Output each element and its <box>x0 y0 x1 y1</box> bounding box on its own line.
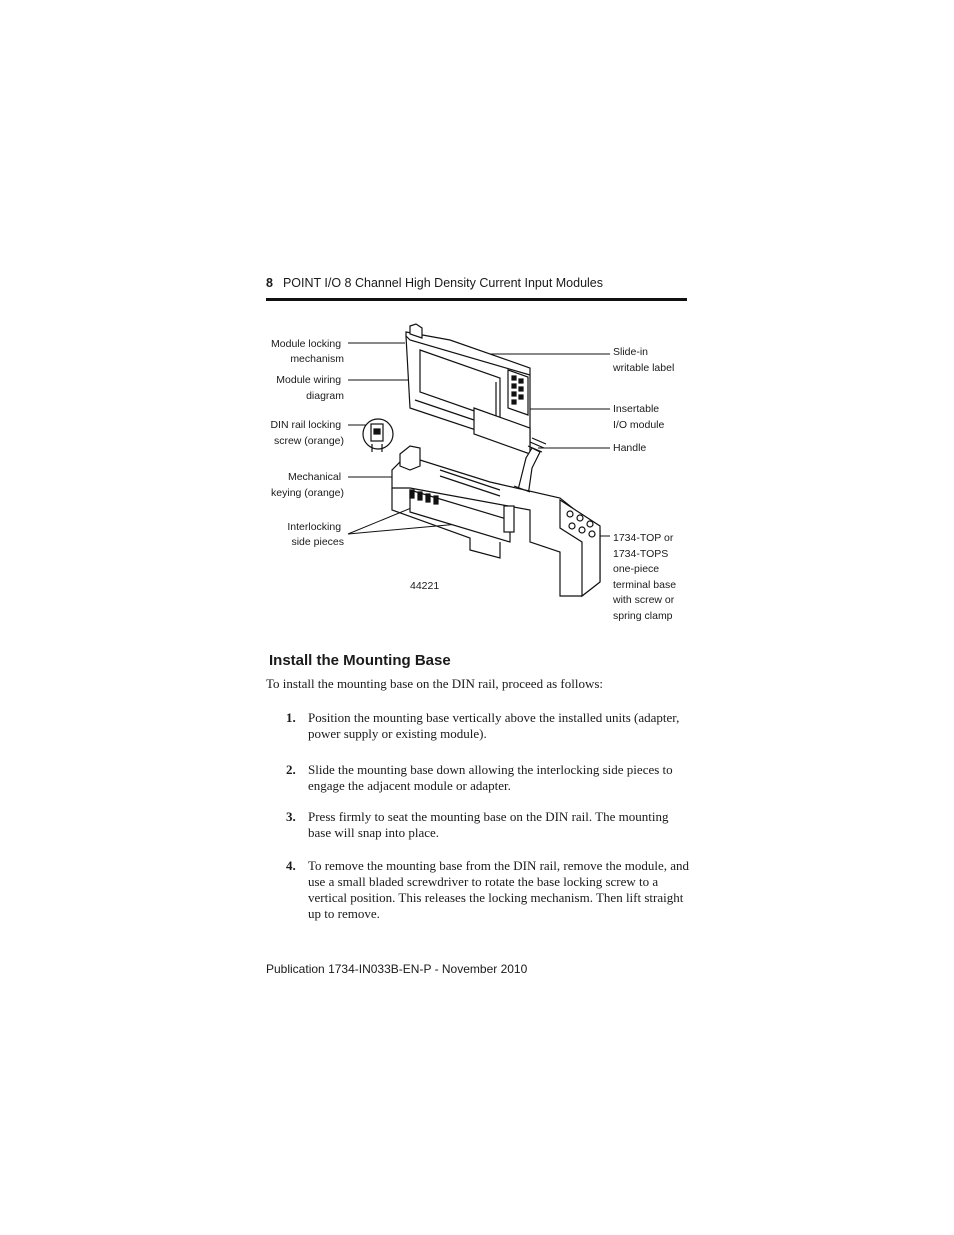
label-terminal-base: 1734-TOP or 1734-TOPS one-piece terminal base with screw or spring clamp <box>613 532 677 622</box>
label-insertable: Insertable I/O module <box>613 403 665 431</box>
din-rail-screw-illustration <box>363 419 393 452</box>
module-diagram-figure <box>260 320 690 630</box>
section-title: Install the Mounting Base <box>269 652 451 669</box>
publication-label: Publication <box>266 962 325 976</box>
step-text: Position the mounting base vertically above the installed units (adapter, power supply or existing module). <box>308 710 680 741</box>
terminal-base-illustration <box>392 446 600 596</box>
publication-id: 1734-IN033B-EN-P - November 2010 <box>328 962 528 976</box>
label-module-wiring: Module wiring diagram <box>276 374 344 402</box>
step-number: 3. <box>286 809 296 824</box>
step-text: Press firmly to seat the mounting base on the DIN rail. The mounting base will snap into place. <box>308 809 669 840</box>
page-number: 8 <box>266 276 273 290</box>
step-number: 1. <box>286 710 296 725</box>
figure-id: 44221 <box>410 580 440 592</box>
header-rule <box>266 298 687 301</box>
page-header <box>266 276 603 290</box>
footer <box>266 962 527 976</box>
step-1 <box>286 710 690 742</box>
step-2 <box>286 762 690 794</box>
label-interlocking: Interlocking side pieces <box>287 521 344 548</box>
step-text: Slide the mounting base down allowing the interlocking side pieces to engage the adjacent module or adapter. <box>308 762 673 793</box>
step-text: To remove the mounting base from the DIN rail, remove the module, and use a small bladed screwdriver to rotate the base locking screw to a vertical position. This releases the locking mechanism. Then lift straight up to remove. <box>308 858 690 921</box>
io-module-illustration <box>406 324 530 454</box>
label-handle: Handle <box>613 442 647 454</box>
step-4 <box>286 858 690 922</box>
label-slide-in: Slide-in writable label <box>613 346 675 374</box>
step-number: 2. <box>286 762 296 777</box>
intro-paragraph: To install the mounting base on the DIN rail, proceed as follows: <box>266 676 604 691</box>
step-number: 4. <box>286 858 296 873</box>
label-mechanical-keying: Mechanical keying (orange) <box>271 471 344 499</box>
header-title: POINT I/O 8 Channel High Density Current Input Modules <box>282 276 604 290</box>
step-3 <box>286 809 690 841</box>
label-din-rail: DIN rail locking screw (orange) <box>270 419 344 447</box>
label-module-locking: Module locking mechanism <box>271 338 344 365</box>
